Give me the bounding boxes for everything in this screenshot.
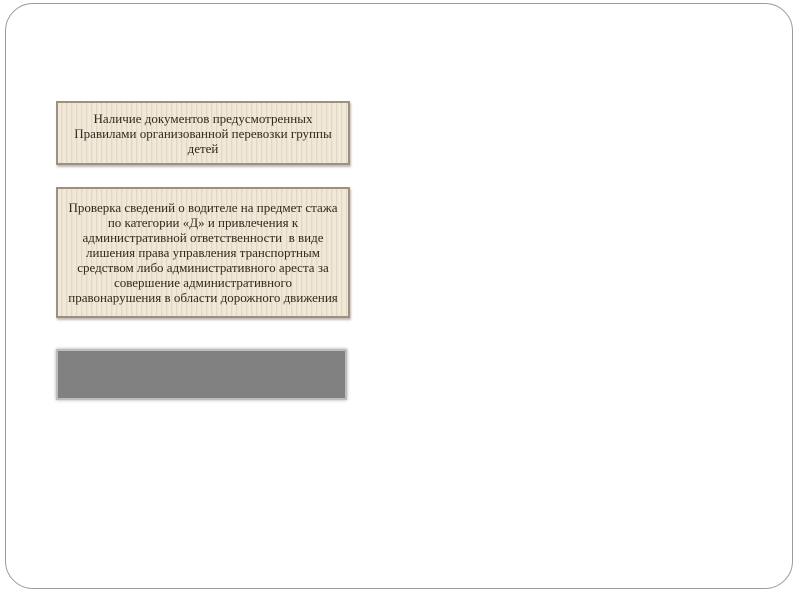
gray-placeholder-box <box>56 349 347 400</box>
textbox-documents-check-text: Наличие документов предусмотренных Правилами организованной перевозки группы детей <box>74 110 335 156</box>
slide-frame <box>5 3 793 589</box>
textbox-driver-check-text: Проверка сведений о водителе на предмет стажа по категории «Д» и привлечения к административной ответственности в виде лишения права управления транспортным средством либо административного ареста за совершение административного правонарушения в области дорожного движения <box>68 200 341 305</box>
textbox-documents-check <box>56 101 350 165</box>
textbox-driver-check <box>56 187 350 318</box>
